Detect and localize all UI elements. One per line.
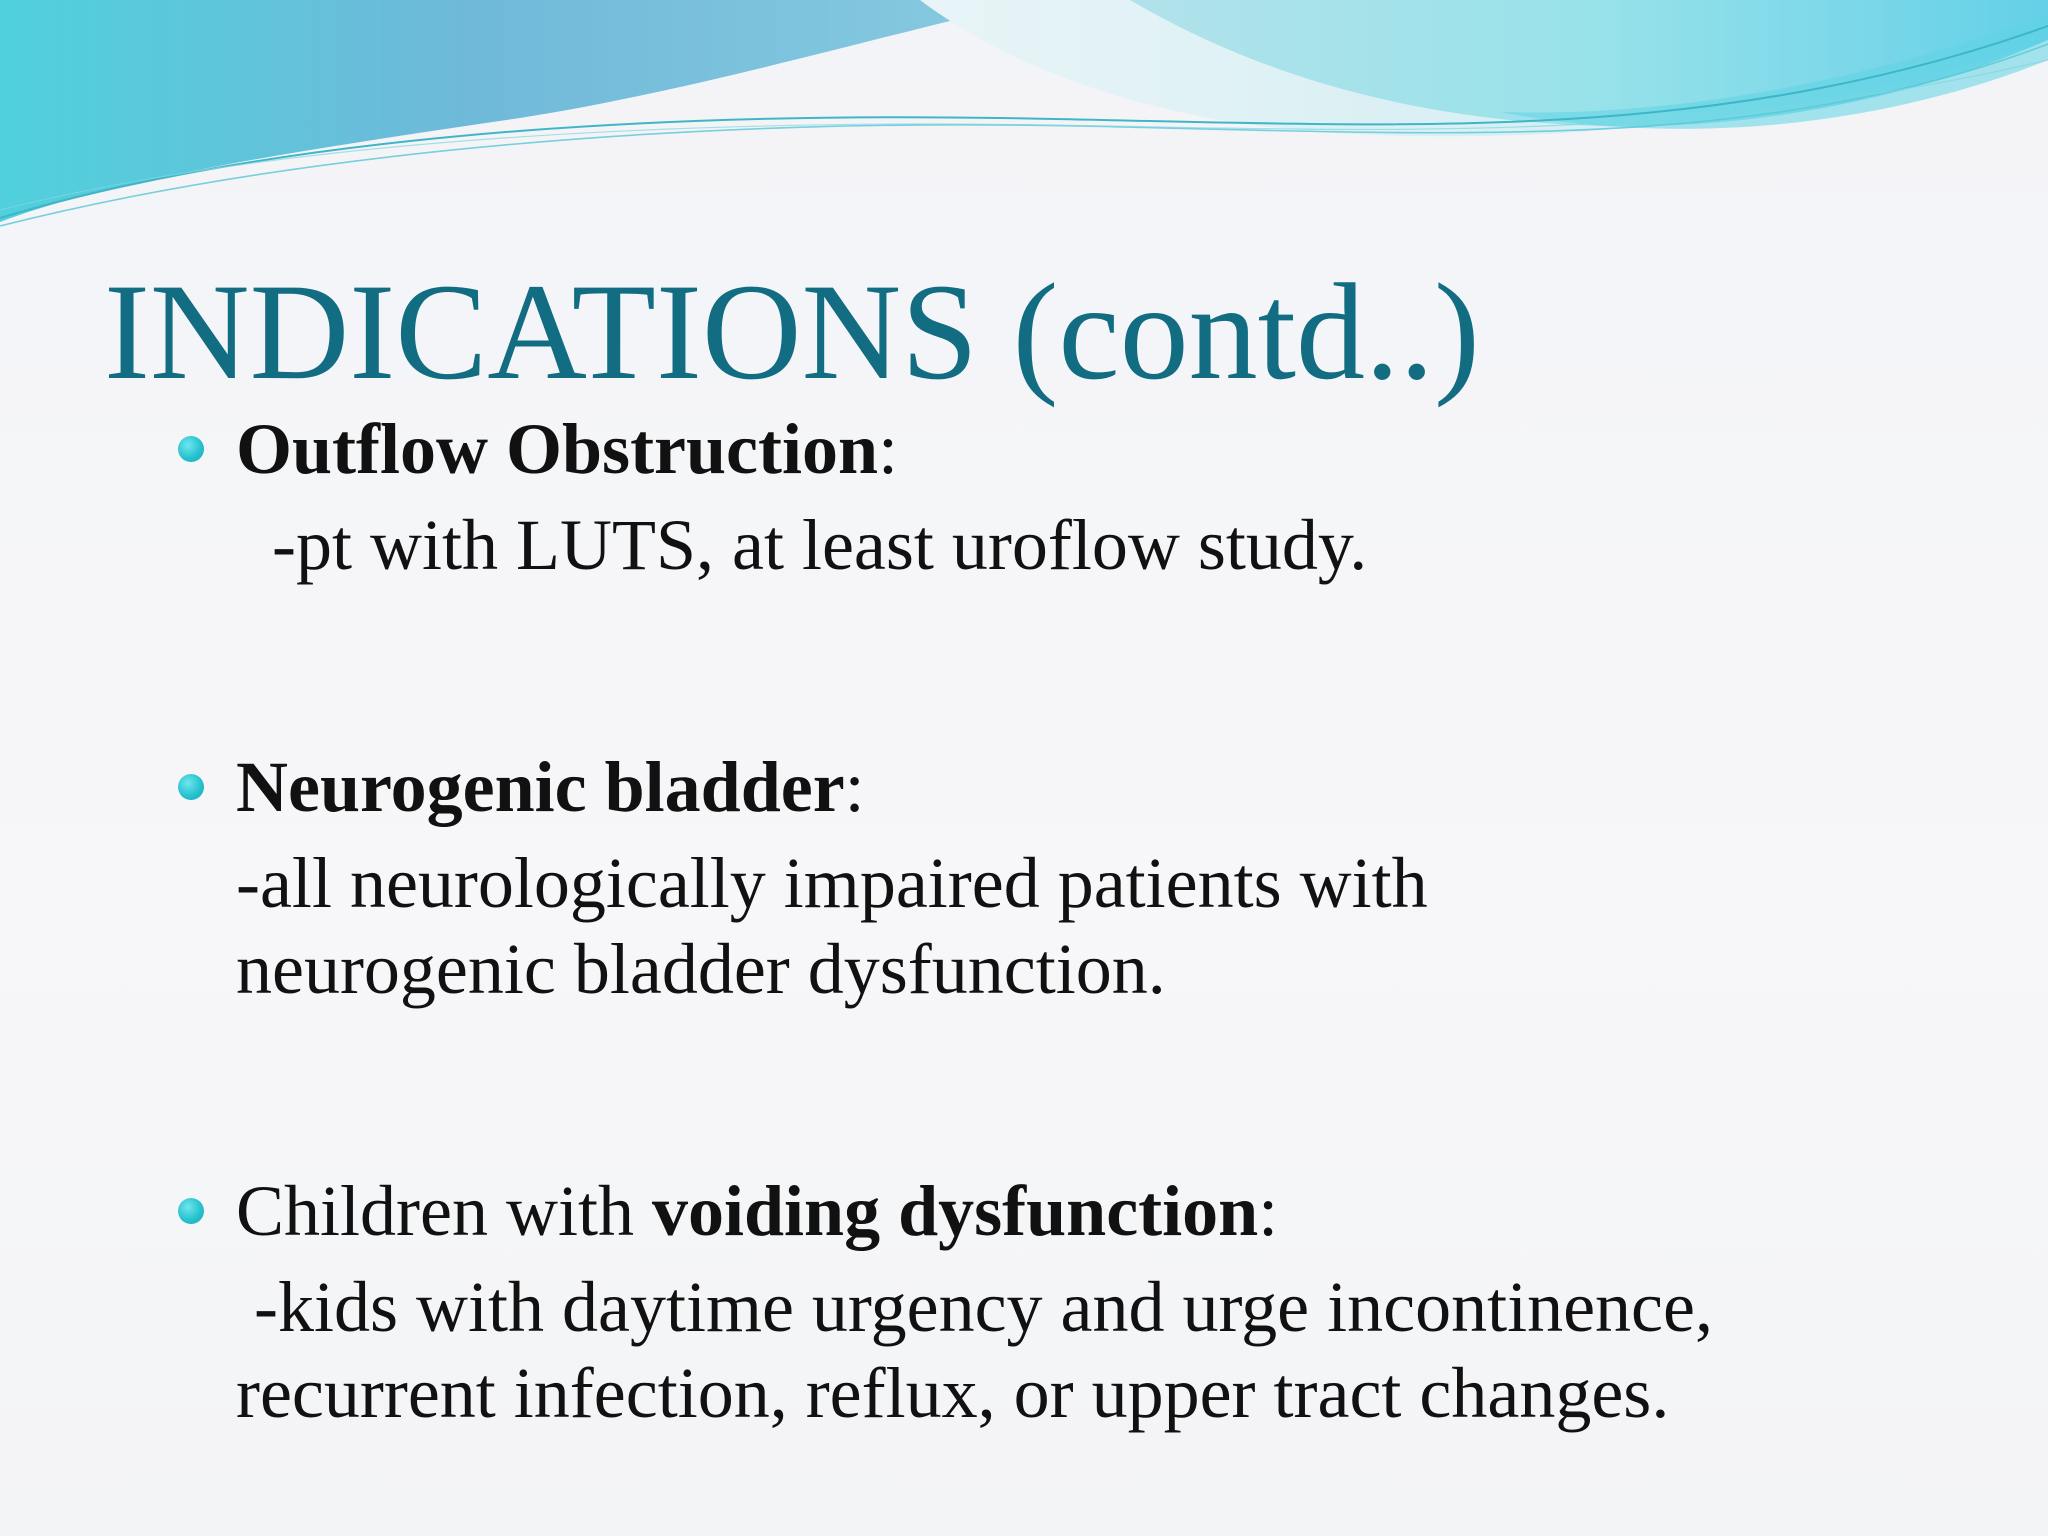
bullet-detail: -kids with daytime urgency and urge incontinence, xyxy=(236,1267,1713,1347)
bullet-detail: neurogenic bladder dysfunction. xyxy=(236,929,1166,1009)
heading-suffix: : xyxy=(844,747,865,827)
bullet-detail: recurrent infection, reflux, or upper tract changes. xyxy=(236,1353,1670,1433)
list-item-outflow-obstruction xyxy=(176,396,1976,588)
bullet-icon xyxy=(178,1198,204,1224)
indications-list xyxy=(176,396,1976,1436)
bullet-detail: -pt with LUTS, at least uroflow study. xyxy=(236,505,1368,585)
heading-suffix: : xyxy=(878,409,899,489)
slide-title: INDICATIONS (contd..) xyxy=(104,255,1480,408)
list-item-neurogenic-bladder xyxy=(176,734,1976,1012)
heading-emphasis: Neurogenic bladder xyxy=(236,747,845,827)
list-item-voiding-dysfunction xyxy=(176,1158,1976,1436)
heading-emphasis: Outflow Obstruction xyxy=(236,409,879,489)
bullet-detail: -all neurologically impaired patients with xyxy=(236,843,1428,923)
bullet-heading xyxy=(236,396,1976,502)
heading-emphasis: voiding dysfunction xyxy=(651,1171,1259,1251)
bullet-icon xyxy=(178,436,204,462)
bullet-icon xyxy=(178,774,204,800)
wave-header-decoration xyxy=(0,0,2048,240)
bullet-heading xyxy=(236,734,1976,840)
bullet-heading xyxy=(236,1158,1976,1264)
heading-prefix: Children with xyxy=(236,1171,652,1251)
heading-suffix: : xyxy=(1258,1171,1279,1251)
